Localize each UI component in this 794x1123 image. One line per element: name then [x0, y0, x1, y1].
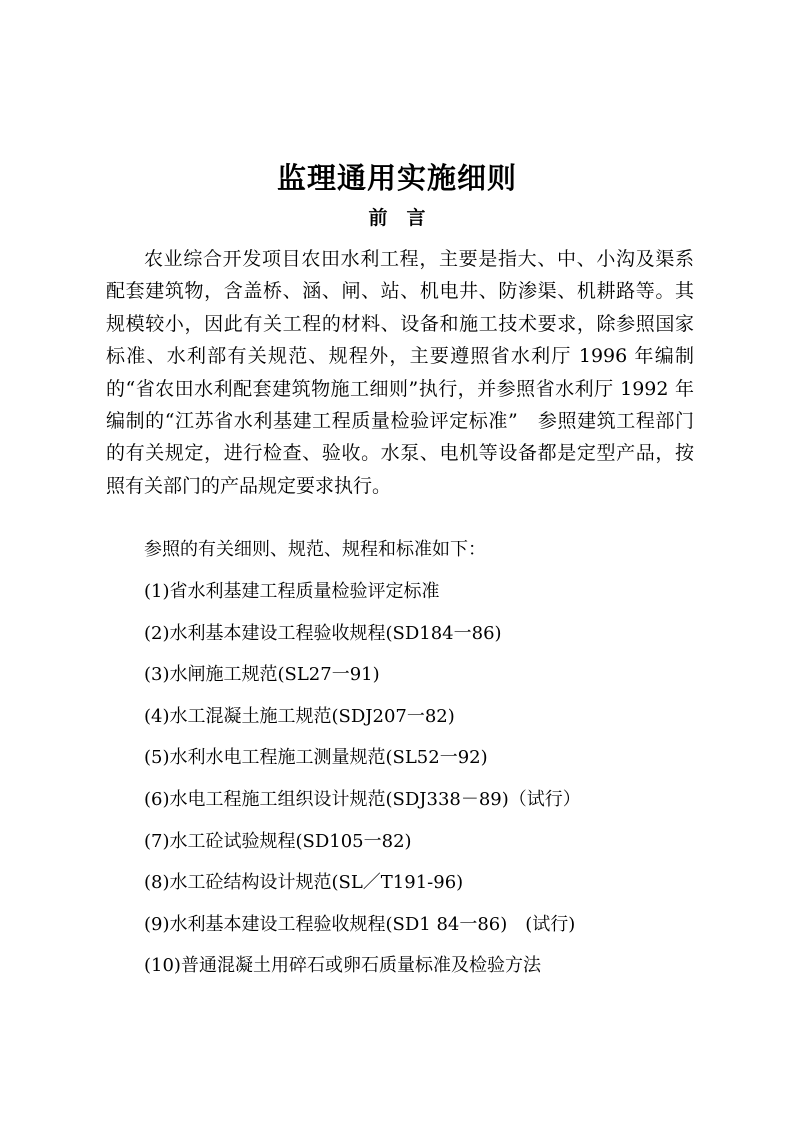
- reference-item: (1)省水利基建工程质量检验评定标准: [144, 581, 440, 602]
- reference-item: (5)水利水电工程施工测量规范(SL52一92): [144, 747, 488, 769]
- reference-item: (2)水利基本建设工程验收规程(SD184一86): [144, 622, 502, 644]
- reference-item: (9)水利基本建设工程验收规程(SD1 84一86) (试行): [144, 913, 576, 935]
- references-intro: 参照的有关细则、规范、规程和标准如下：: [144, 539, 486, 560]
- section-heading: 前 言: [368, 207, 426, 229]
- reference-item: (4)水工混凝土施工规范(SDJ207一82): [144, 705, 455, 727]
- reference-item: (3)水闸施工规范(SL27一91): [144, 664, 380, 686]
- reference-item: (10)普通混凝土用碎石或卵石质量标准及检验方法: [144, 955, 541, 977]
- preface-paragraph: 农业综合开发项目农田水利工程，主要是指大、中、小沟及渠系配套建筑物，含盖桥、涵、闸、站、机电井、防渗渠、机耕路等。其规模较小，因此有关工程的材料、设备和施工技术要求，除参照国家标准、水利部有关规范、规程外，主要遵照省水利厅 1996 年编制的“省农田水利配套建筑物施工细则”执行，并参照省水利厅 1992 年编制的“江苏省水利基建工程质量检验评定标准” 参照建筑工程部门的有关规定，进行检查、验收。水泵、电机等设备都是定型产品，按照有关部门的产品规定要求执行。: [106, 248, 694, 497]
- reference-item: (8)水工砼结构设计规范(SL／T191-96): [144, 872, 464, 894]
- reference-list: [144, 575, 581, 991]
- reference-item: (6)水电工程施工组织设计规范(SDJ338－89)（试行）: [144, 788, 581, 810]
- reference-item: (7)水工砼试验规程(SD105一82): [144, 830, 412, 852]
- document-title: 监理通用实施细则: [276, 161, 517, 195]
